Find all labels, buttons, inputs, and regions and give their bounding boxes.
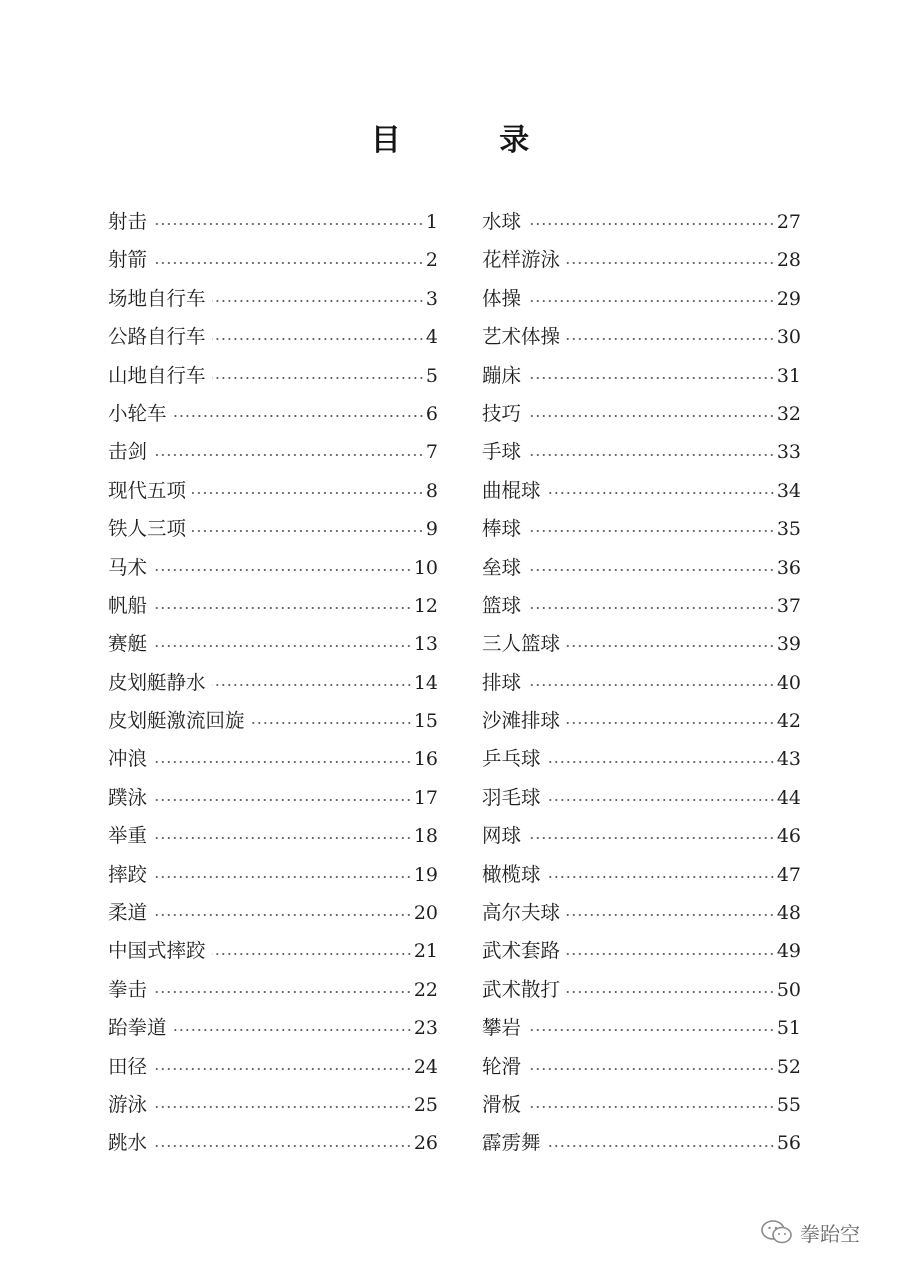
toc-entry — [482, 549, 801, 587]
toc-entry-page-number: 33 — [776, 441, 801, 464]
dot-leader — [527, 300, 775, 302]
dot-leader — [527, 454, 775, 456]
toc-entry-page-number: 6 — [425, 402, 438, 425]
toc-entry — [108, 357, 438, 395]
toc-entry-page-number: 7 — [425, 441, 438, 464]
dot-leader — [153, 262, 424, 264]
toc-entry — [482, 1048, 801, 1086]
toc-entry-title: 田径 — [108, 1054, 148, 1078]
toc-entry — [482, 740, 801, 778]
toc-entry — [482, 1009, 801, 1047]
toc-entry-page-number: 27 — [776, 211, 801, 233]
toc-entry-title: 场地自行车 — [108, 286, 206, 310]
dot-leader — [527, 837, 775, 839]
dot-leader — [153, 607, 412, 609]
toc-entry-title: 花样游泳 — [482, 248, 561, 272]
page-title: 目 录 — [370, 123, 574, 158]
dot-leader — [212, 953, 412, 955]
toc-entry-title: 水球 — [482, 210, 522, 233]
toc-entry — [108, 702, 438, 740]
toc-entry — [482, 203, 801, 241]
toc-entry-page-number: 16 — [413, 748, 438, 771]
toc-entry-title: 曲棍球 — [482, 478, 541, 502]
toc-entry — [108, 280, 438, 318]
toc-entry-title: 击剑 — [108, 440, 148, 464]
toc-entry-page-number: 8 — [425, 479, 438, 502]
toc-entry — [108, 549, 438, 587]
dot-leader — [527, 569, 775, 571]
toc-entry-title: 现代五项 — [108, 478, 187, 502]
toc-entry-title: 举重 — [108, 824, 148, 848]
toc-entry-page-number: 32 — [776, 402, 801, 425]
toc-entry — [108, 932, 438, 970]
dot-leader — [153, 1106, 412, 1108]
toc-entry — [108, 587, 438, 625]
toc-entry-title: 高尔夫球 — [482, 901, 561, 925]
toc-entry-title: 艺术体操 — [482, 325, 561, 349]
dot-leader — [251, 722, 412, 724]
toc-entry-title: 篮球 — [482, 593, 522, 617]
toc-entry — [482, 625, 801, 663]
toc-entry — [482, 971, 801, 1009]
dot-leader — [566, 338, 775, 340]
toc-entry-title: 橄榄球 — [482, 862, 541, 886]
toc-entry — [108, 1048, 438, 1086]
toc-entry-title: 滑板 — [482, 1092, 522, 1116]
toc-entry-title: 羽毛球 — [482, 785, 541, 809]
toc-entry-page-number: 26 — [413, 1132, 438, 1155]
toc-entry-title: 排球 — [482, 670, 522, 694]
dot-leader — [192, 530, 424, 532]
toc-entry — [108, 510, 438, 548]
dot-leader — [527, 1068, 775, 1070]
toc-entry — [482, 817, 801, 855]
toc-entry-title: 铁人三项 — [108, 517, 187, 541]
toc-entry — [108, 472, 438, 510]
toc-entry — [108, 1009, 438, 1047]
dot-leader — [153, 876, 412, 878]
toc-column-left — [108, 203, 438, 1163]
dot-leader — [547, 876, 775, 878]
dot-leader — [212, 377, 424, 379]
toc-entry-page-number: 47 — [776, 863, 801, 886]
toc-entry — [108, 740, 438, 778]
toc-entry-page-number: 50 — [776, 978, 801, 1001]
toc-entry-title: 射箭 — [108, 248, 148, 272]
toc-entry-page-number: 56 — [776, 1132, 801, 1155]
toc-entry-title: 拳击 — [108, 977, 148, 1001]
toc-entry-page-number: 10 — [413, 556, 438, 579]
toc-entry — [482, 779, 801, 817]
toc-entry-title: 武术套路 — [482, 939, 561, 963]
toc-entry-page-number: 14 — [413, 671, 438, 694]
toc-entry-page-number: 31 — [776, 364, 801, 387]
dot-leader — [153, 223, 424, 225]
toc-entry-title: 山地自行车 — [108, 363, 206, 387]
dot-leader — [212, 300, 424, 302]
toc-entry-title: 冲浪 — [108, 747, 148, 771]
toc-entry-title: 垒球 — [482, 555, 522, 579]
toc-entry-page-number: 36 — [776, 556, 801, 579]
toc-entry-page-number: 35 — [776, 518, 801, 541]
toc-entry — [482, 587, 801, 625]
toc-entry-page-number: 9 — [425, 518, 438, 541]
toc-entry-title: 跆拳道 — [108, 1016, 167, 1040]
toc-entry — [108, 318, 438, 356]
toc-column-right — [482, 203, 801, 1163]
toc-entry-title: 武术散打 — [482, 977, 561, 1001]
dot-leader — [547, 799, 775, 801]
toc-entry-page-number: 28 — [776, 249, 801, 272]
toc-entry-page-number: 21 — [413, 940, 438, 963]
toc-entry-page-number: 40 — [776, 671, 801, 694]
toc-entry-title: 游泳 — [108, 1092, 148, 1116]
toc-entry-title: 轮滑 — [482, 1054, 522, 1078]
toc-entry — [108, 433, 438, 471]
toc-entry-title: 中国式摔跤 — [108, 939, 206, 963]
toc-entry-title: 棒球 — [482, 517, 522, 541]
toc-entry — [482, 664, 801, 702]
dot-leader — [173, 1029, 412, 1031]
toc-entry-page-number: 1 — [425, 211, 438, 233]
dot-leader — [547, 761, 775, 763]
dot-leader — [192, 492, 424, 494]
toc-entry-page-number: 43 — [776, 748, 801, 771]
toc-entry — [108, 241, 438, 279]
toc-entry-title: 赛艇 — [108, 632, 148, 656]
toc-entry — [108, 1124, 438, 1162]
toc-entry-page-number: 25 — [413, 1093, 438, 1116]
dot-leader — [153, 1145, 412, 1147]
toc-entry-page-number: 51 — [776, 1017, 801, 1040]
wechat-icon — [760, 1219, 794, 1245]
toc-entry — [482, 702, 801, 740]
toc-entry-page-number: 48 — [776, 902, 801, 925]
toc-entry — [108, 203, 438, 241]
toc-entry — [482, 932, 801, 970]
dot-leader — [173, 415, 424, 417]
toc-entry — [482, 472, 801, 510]
toc-entry — [482, 433, 801, 471]
dot-leader — [153, 569, 412, 571]
dot-leader — [547, 1145, 775, 1147]
toc-entry-title: 帆船 — [108, 593, 148, 617]
dot-leader — [153, 761, 412, 763]
toc-entry-page-number: 24 — [413, 1055, 438, 1078]
toc-entry — [482, 357, 801, 395]
toc-entry-page-number: 44 — [776, 786, 801, 809]
toc-entry-page-number: 23 — [413, 1017, 438, 1040]
dot-leader — [566, 914, 775, 916]
toc-entry — [482, 241, 801, 279]
toc-entry-page-number: 20 — [413, 902, 438, 925]
toc-entry-title: 蹼泳 — [108, 785, 148, 809]
toc-entry-page-number: 52 — [776, 1055, 801, 1078]
toc-entry — [482, 1086, 801, 1124]
toc-entry-title: 技巧 — [482, 401, 522, 425]
dot-leader — [212, 338, 424, 340]
dot-leader — [153, 991, 412, 993]
toc-entry — [108, 1086, 438, 1124]
toc-entry-page-number: 37 — [776, 594, 801, 617]
toc-entry — [108, 664, 438, 702]
toc-entry — [482, 856, 801, 894]
toc-entry — [108, 779, 438, 817]
toc-entry-title: 柔道 — [108, 901, 148, 925]
toc-entry-title: 蹦床 — [482, 363, 522, 387]
toc-entry-page-number: 55 — [776, 1093, 801, 1116]
dot-leader — [153, 454, 424, 456]
watermark — [760, 1217, 860, 1247]
toc-entry-title: 乒乓球 — [482, 747, 541, 771]
toc-entry — [482, 318, 801, 356]
toc-entry-title: 霹雳舞 — [482, 1131, 541, 1155]
dot-leader — [566, 645, 775, 647]
toc-entry-page-number: 30 — [776, 326, 801, 349]
toc-entry-page-number: 2 — [425, 249, 438, 272]
toc-entry — [482, 1124, 801, 1162]
dot-leader — [212, 684, 412, 686]
dot-leader — [566, 722, 775, 724]
toc-entry-page-number: 3 — [425, 287, 438, 310]
dot-leader — [527, 607, 775, 609]
toc-entry-page-number: 42 — [776, 710, 801, 733]
toc-entry — [482, 280, 801, 318]
toc-entry-page-number: 29 — [776, 287, 801, 310]
toc-entry — [108, 395, 438, 433]
dot-leader — [153, 799, 412, 801]
toc-entry-title: 沙滩排球 — [482, 709, 561, 733]
dot-leader — [566, 991, 775, 993]
dot-leader — [527, 1029, 775, 1031]
toc-entry-title: 三人篮球 — [482, 632, 561, 656]
toc-entry — [482, 510, 801, 548]
toc-entry-page-number: 4 — [425, 326, 438, 349]
toc-entry-title: 射击 — [108, 210, 148, 233]
toc-entry-page-number: 49 — [776, 940, 801, 963]
toc-entry-page-number: 39 — [776, 633, 801, 656]
dot-leader — [527, 223, 775, 225]
toc-entry — [108, 971, 438, 1009]
toc-entry-page-number: 22 — [413, 978, 438, 1001]
dot-leader — [153, 914, 412, 916]
toc-entry-page-number: 13 — [413, 633, 438, 656]
dot-leader — [527, 684, 775, 686]
toc-entry — [108, 894, 438, 932]
toc-entry — [108, 817, 438, 855]
toc-entry-title: 跳水 — [108, 1131, 148, 1155]
toc-entry-page-number: 19 — [413, 863, 438, 886]
toc-entry-page-number: 12 — [413, 594, 438, 617]
dot-leader — [153, 837, 412, 839]
toc-entry-title: 体操 — [482, 286, 522, 310]
toc-entry — [108, 625, 438, 663]
toc-entry-page-number: 18 — [413, 825, 438, 848]
toc-entry — [482, 395, 801, 433]
toc-entry-page-number: 46 — [776, 825, 801, 848]
toc-entry-title: 小轮车 — [108, 401, 167, 425]
toc-entry-page-number: 15 — [413, 710, 438, 733]
toc-entry-title: 摔跤 — [108, 862, 148, 886]
dot-leader — [153, 1068, 412, 1070]
dot-leader — [153, 645, 412, 647]
toc-entry-title: 皮划艇激流回旋 — [108, 709, 245, 733]
toc-entry-title: 攀岩 — [482, 1016, 522, 1040]
toc-entry-page-number: 17 — [413, 786, 438, 809]
toc-entry-page-number: 5 — [425, 364, 438, 387]
toc-entry — [108, 856, 438, 894]
toc-entry-title: 手球 — [482, 440, 522, 464]
toc-entry — [482, 894, 801, 932]
toc-entry-title: 皮划艇静水 — [108, 670, 206, 694]
dot-leader — [566, 262, 775, 264]
dot-leader — [527, 377, 775, 379]
toc-entry-title: 马术 — [108, 555, 148, 579]
dot-leader — [527, 415, 775, 417]
dot-leader — [527, 530, 775, 532]
watermark-text: 拳跆空 — [800, 1221, 860, 1246]
dot-leader — [566, 953, 775, 955]
toc-entry-title: 公路自行车 — [108, 325, 206, 349]
dot-leader — [547, 492, 775, 494]
dot-leader — [527, 1106, 775, 1108]
toc-entry-page-number: 34 — [776, 479, 801, 502]
toc-entry-title: 网球 — [482, 824, 522, 848]
